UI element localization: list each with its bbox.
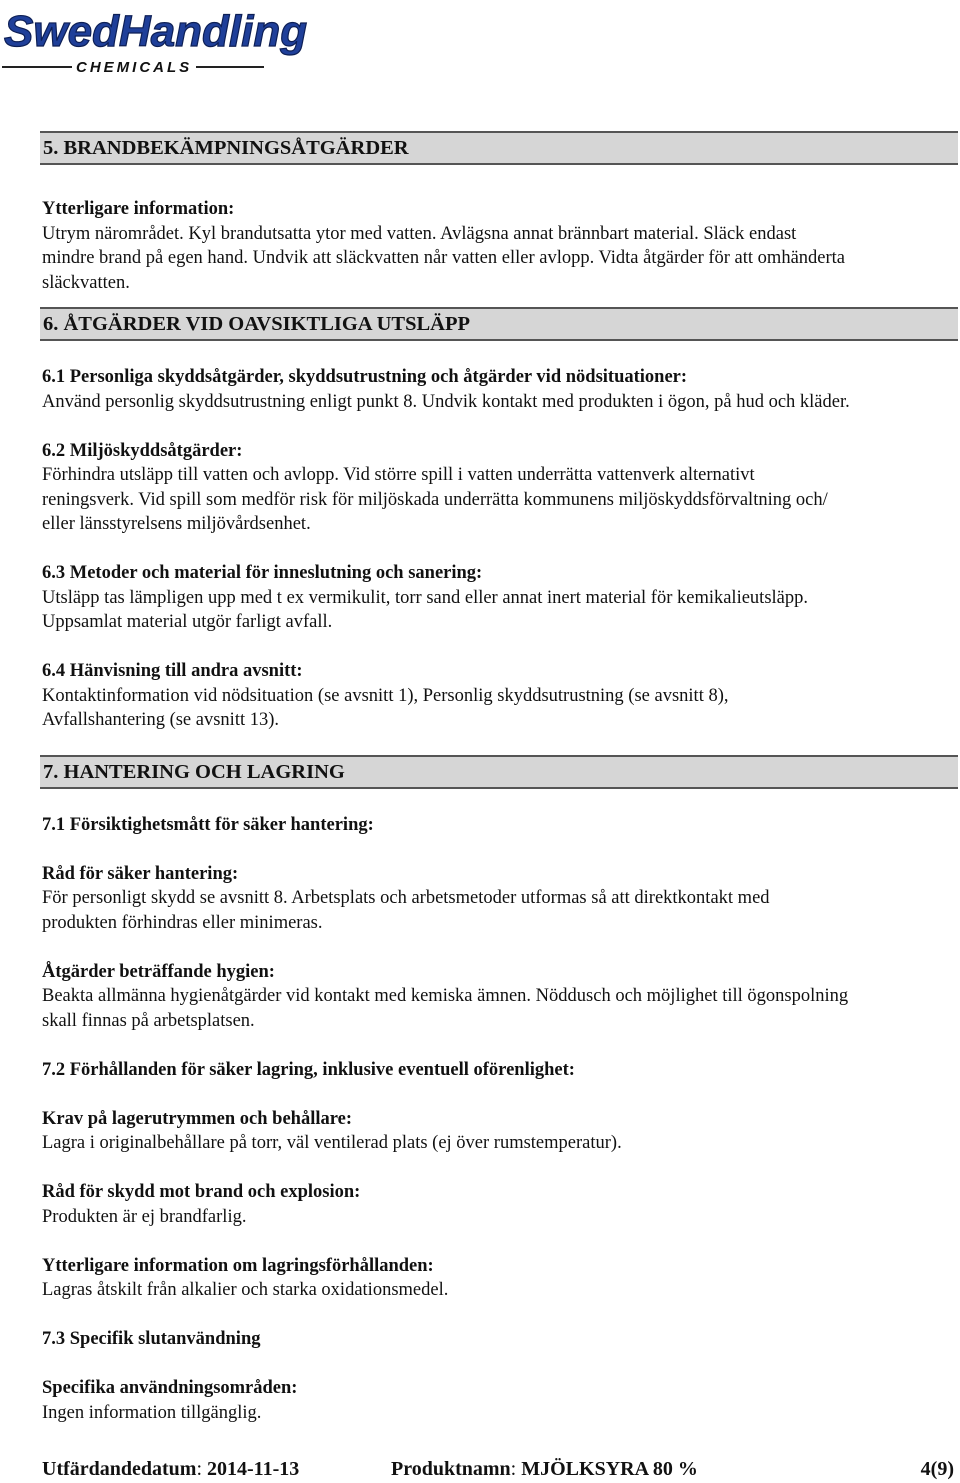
section-7-heading: 7. HANTERING OCH LAGRING xyxy=(40,755,958,789)
s7-spec-line: Ingen information tillgänglig. xyxy=(42,1402,262,1423)
s6-3-line: Uppsamlat material utgör farligt avfall. xyxy=(42,612,333,632)
s7-ytt-line: Lagras åtskilt från alkalier och starka oxidationsmedel. xyxy=(42,1280,449,1300)
issue-date-label: Utfärdandedatum xyxy=(42,1458,197,1480)
issue-date-value: 2014-11-13 xyxy=(207,1458,300,1480)
s7-rad-label: Råd för säker hantering: xyxy=(42,863,239,884)
s7-hyg-line: Beakta allmänna hygienåtgärder vid kontakt med kemiska ämnen. Nöddusch och möjlighet till ögonspolning xyxy=(42,986,849,1006)
s5-info-line: mindre brand på egen hand. Undvik att släckvatten når vatten eller avlopp. Vidta åtgärder för att omhänderta xyxy=(42,248,845,268)
logo-tagline: CHEMICALS xyxy=(76,59,193,76)
s7-2-heading: 7.2 Förhållanden för säker lagring, inklusive eventuell oförenlighet: xyxy=(42,1059,575,1080)
s5-info-label: Ytterligare information: xyxy=(42,199,235,219)
s6-1-heading: 6.1 Personliga skyddsåtgärder, skyddsutrustning och åtgärder vid nödsituationer: xyxy=(42,367,688,387)
product-name: Produktnamn: MJÖLKSYRA 80 % xyxy=(391,1458,698,1480)
s5-info-line: Utrym närområdet. Kyl brandutsatta ytor med vatten. Avlägsna annat brännbart material. Släck endast xyxy=(42,223,797,244)
s7-ytt-label: Ytterligare information om lagringsförhållanden: xyxy=(42,1255,434,1276)
s6-3-heading: 6.3 Metoder och material för inneslutning och sanering: xyxy=(42,563,483,583)
document-body xyxy=(42,131,958,1425)
s7-krav-line: Lagra i originalbehållare på torr, väl ventilerad plats (ej över rumstemperatur). xyxy=(42,1133,622,1153)
s6-4-line: Kontaktinformation vid nödsituation (se avsnitt 1), Personlig skyddsutrustning (se avsnitt 8), xyxy=(42,685,729,706)
s7-spec-label: Specifika användningsområden: xyxy=(42,1378,298,1398)
s5-info-line: släckvatten. xyxy=(42,272,130,293)
page-number: 4(9) xyxy=(920,1458,954,1480)
s7-brand-line: Produkten är ej brandfarlig. xyxy=(42,1206,247,1227)
s6-4-heading: 6.4 Hänvisning till andra avsnitt: xyxy=(42,661,303,681)
section-6-heading: 6. ÅTGÄRDER VID OAVSIKTLIGA UTSLÄPP xyxy=(40,307,958,341)
s7-hyg-label: Åtgärder beträffande hygien: xyxy=(42,961,275,982)
page-footer xyxy=(42,1456,958,1482)
s7-3-heading: 7.3 Specifik slutanvändning xyxy=(42,1329,261,1349)
s6-2-heading: 6.2 Miljöskyddsåtgärder: xyxy=(42,440,243,461)
s6-1-line: Använd personlig skyddsutrustning enligt punkt 8. Undvik kontakt med produkten i ögon, på hud och kläder. xyxy=(42,391,850,412)
issue-date: Utfärdandedatum: 2014-11-13 xyxy=(42,1458,300,1480)
s7-krav-label: Krav på lagerutrymmen och behållare: xyxy=(42,1108,353,1129)
logo-wordmark: SwedHandling xyxy=(4,7,308,56)
product-name-label: Produktnamn xyxy=(391,1458,511,1480)
section-5-heading: 5. BRANDBEKÄMPNINGSÅTGÄRDER xyxy=(40,131,958,165)
s7-rad-line: För personligt skydd se avsnitt 8. Arbetsplats och arbetsmetoder utformas så att direktkontakt med xyxy=(42,888,770,908)
s6-2-line: reningsverk. Vid spill som medför risk för miljöskada underrätta kommunens miljöskyddsförvaltning och/ xyxy=(42,489,828,510)
company-logo xyxy=(0,0,308,80)
s6-3-line: Utsläpp tas lämpligen upp med t ex vermikulit, torr sand eller annat inert material för kemikalieutsläpp. xyxy=(42,587,808,608)
s6-2-line: Förhindra utsläpp till vatten och avlopp. Vid större spill i vatten underrätta vattenverk alternativt xyxy=(42,465,755,485)
s6-2-line: eller länsstyrelsens miljövårdsenhet. xyxy=(42,514,311,534)
s7-hyg-line: skall finnas på arbetsplatsen. xyxy=(42,1010,255,1031)
product-name-value: MJÖLKSYRA 80 % xyxy=(521,1458,698,1480)
s6-4-line: Avfallshantering (se avsnitt 13). xyxy=(42,710,280,730)
s7-rad-line: produkten förhindras eller minimeras. xyxy=(42,912,323,933)
s7-brand-label: Råd för skydd mot brand och explosion: xyxy=(42,1182,361,1202)
s7-1-heading: 7.1 Försiktighetsmått för säker hantering: xyxy=(42,814,374,835)
